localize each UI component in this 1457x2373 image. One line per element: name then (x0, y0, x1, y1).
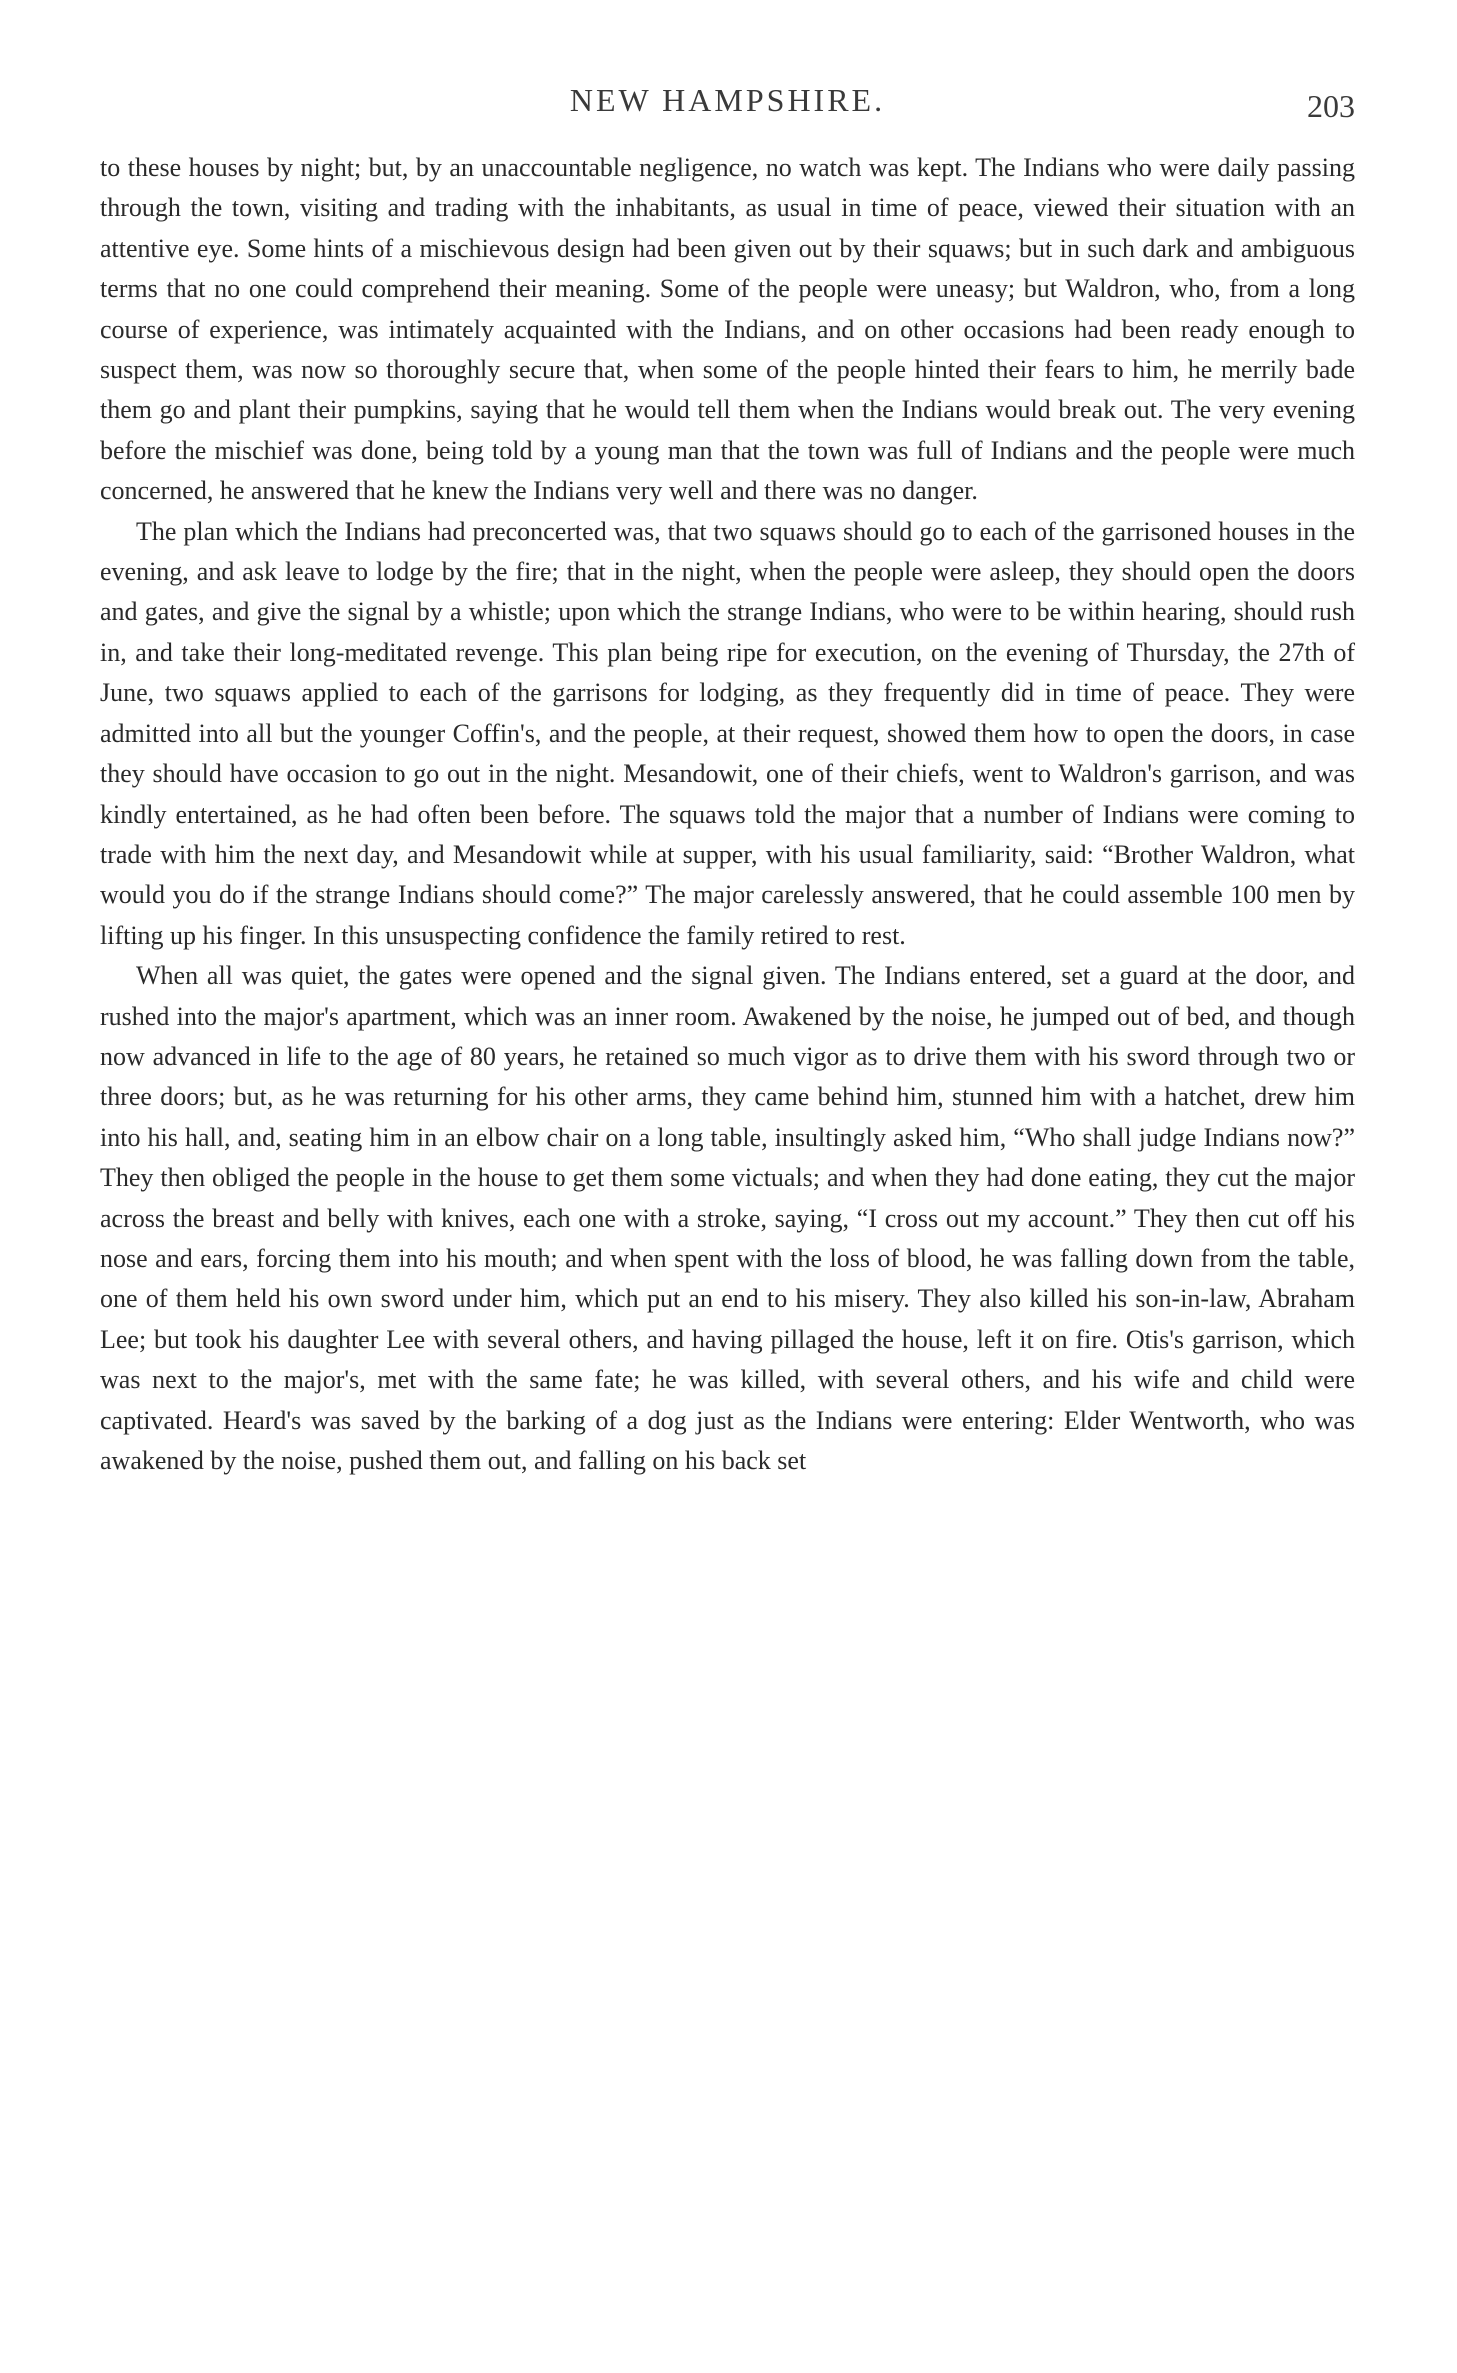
running-head (100, 82, 1355, 132)
running-title: NEW HAMPSHIRE. (569, 82, 886, 118)
body-text (100, 148, 1355, 1481)
paragraph-attack: When all was quiet, the gates were opened and the signal given. The Indians entered, set a guard at the door, and rushed into the major's apartment, which was an inner room. Awakened by the noise, he jumped out of bed, and though now advanced in life to the age of 80 years, he retained so much vigor as to drive them with his sword through two or three doors; but, as he was returning for his other arms, they came behind him, stunned him with a hatchet, drew him into his hall, and, seating him in an elbow chair on a long table, insultingly asked him, “Who shall judge Indians now?” They then obliged the people in the house to get them some victuals; and when they had done eating, they cut the major across the breast and belly with knives, each one with a stroke, saying, “I cross out my account.” They then cut off his nose and ears, forcing them into his mouth; and when spent with the loss of blood, he was falling down from the table, one of them held his own sword under him, which put an end to his misery. They also killed his son-in-law, Abraham Lee; but took his daughter Lee with several others, and having pillaged the house, left it on fire. Otis's garrison, which was next to the major's, met with the same fate; he was killed, with several others, and his wife and child were captivated. Heard's was saved by the barking of a dog just as the Indians were entering: Elder Wentworth, who was awakened by the noise, pushed them out, and falling on his back set (100, 961, 1355, 1475)
paragraph-plan: The plan which the Indians had preconcerted was, that two squaws should go to each of the garrisoned houses in the evening, and ask leave to lodge by the fire; that in the night, when the people were asleep, they should open the doors and gates, and give the signal by a whistle; upon which the strange Indians, who were to be within hearing, should rush in, and take their long-meditated revenge. This plan being ripe for execution, on the evening of Thursday, the 27th of June, two squaws applied to each of the garrisons for lodging, as they frequently did in time of peace. They were admitted into all but the younger Coffin's, and the people, at their request, showed them how to open the doors, in case they should have occasion to go out in the night. Mesandowit, one of their chiefs, went to Waldron's garrison, and was kindly entertained, as he had often been before. The squaws told the major that a number of Indians were coming to trade with him the next day, and Mesandowit while at supper, with his usual familiarity, said: “Brother Waldron, what would you do if the strange Indians should come?” The major carelessly answered, that he could assemble 100 men by lifting up his finger. In this unsuspecting confidence the family retired to rest. (100, 516, 1355, 950)
paragraph-continued: to these houses by night; but, by an unaccountable negligence, no watch was kept. The Indians who were daily passing through the town, visiting and trading with the inhabitants, as usual in time of peace, viewed their situation with an attentive eye. Some hints of a mischievous design had been given out by their squaws; but in such dark and ambiguous terms that no one could comprehend their meaning. Some of the people were uneasy; but Waldron, who, from a long course of experience, was intimately acquainted with the Indians, and on other occasions had been ready enough to suspect them, was now so thoroughly secure that, when some of the people hinted their fears to him, he merrily bade them go and plant their pumpkins, saying that he would tell them when the Indians would break out. The very evening before the mischief was done, being told by a young man that the town was full of Indians and the people were much concerned, he answered that he knew the Indians very well and there was no danger. (100, 153, 1355, 506)
page-number: 203 (1307, 88, 1355, 124)
